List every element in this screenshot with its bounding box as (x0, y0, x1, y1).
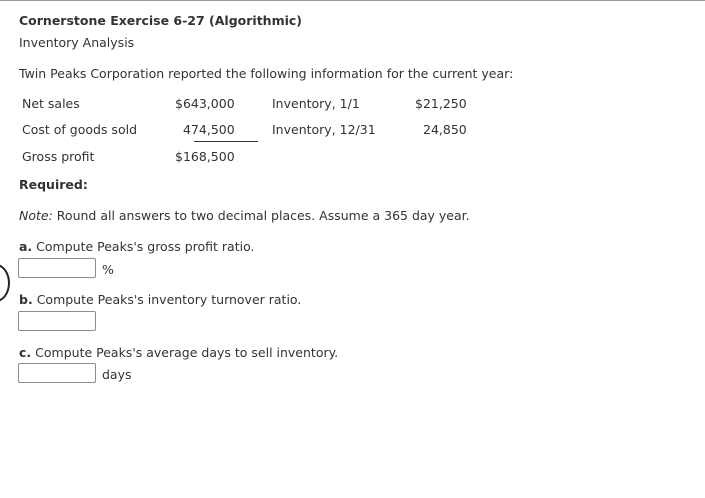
note-body: Round all answers to two decimal places. Assume a 365 day year. (56, 208, 470, 223)
question-a (19, 239, 254, 254)
days-unit: days (102, 367, 132, 382)
exercise-subtitle: Inventory Analysis (19, 35, 135, 50)
net-sales-label: Net sales (22, 96, 80, 111)
question-a-letter: a. (19, 239, 33, 254)
inventory-turnover-input[interactable] (18, 311, 96, 331)
gross-profit-label: Gross profit (22, 149, 95, 164)
question-c-text: Compute Peaks's average days to sell inventory. (35, 345, 339, 360)
financial-data-table (22, 95, 472, 175)
inventory-ending-label: Inventory, 12/31 (272, 122, 376, 137)
question-c-letter: c. (19, 345, 32, 360)
question-a-text: Compute Peaks's gross profit ratio. (36, 239, 255, 254)
cogs-label: Cost of goods sold (22, 122, 138, 137)
gross-profit-value: $168,500 (175, 149, 235, 164)
required-heading: Required: (19, 177, 88, 192)
question-b-letter: b. (19, 292, 33, 307)
partial-circle-marker (0, 264, 10, 302)
exercise-title: Cornerstone Exercise 6-27 (Algorithmic) (19, 13, 303, 28)
inventory-beginning-label: Inventory, 1/1 (272, 96, 360, 111)
inventory-ending-value: 24,850 (423, 122, 467, 137)
days-to-sell-input[interactable] (18, 363, 96, 383)
question-b-text: Compute Peaks's inventory turnover ratio. (36, 292, 302, 307)
question-b (19, 292, 301, 307)
gross-profit-ratio-input[interactable] (18, 258, 96, 278)
note-prefix: Note: (19, 208, 53, 223)
inventory-beginning-value: $21,250 (415, 96, 467, 111)
subtotal-underline (194, 141, 258, 142)
question-c (19, 345, 338, 360)
cogs-value: 474,500 (183, 122, 235, 137)
note-text (19, 208, 470, 223)
net-sales-value: $643,000 (175, 96, 235, 111)
intro-text: Twin Peaks Corporation reported the following information for the current year: (19, 66, 514, 81)
top-divider (0, 0, 705, 1)
percent-unit: % (102, 262, 114, 277)
